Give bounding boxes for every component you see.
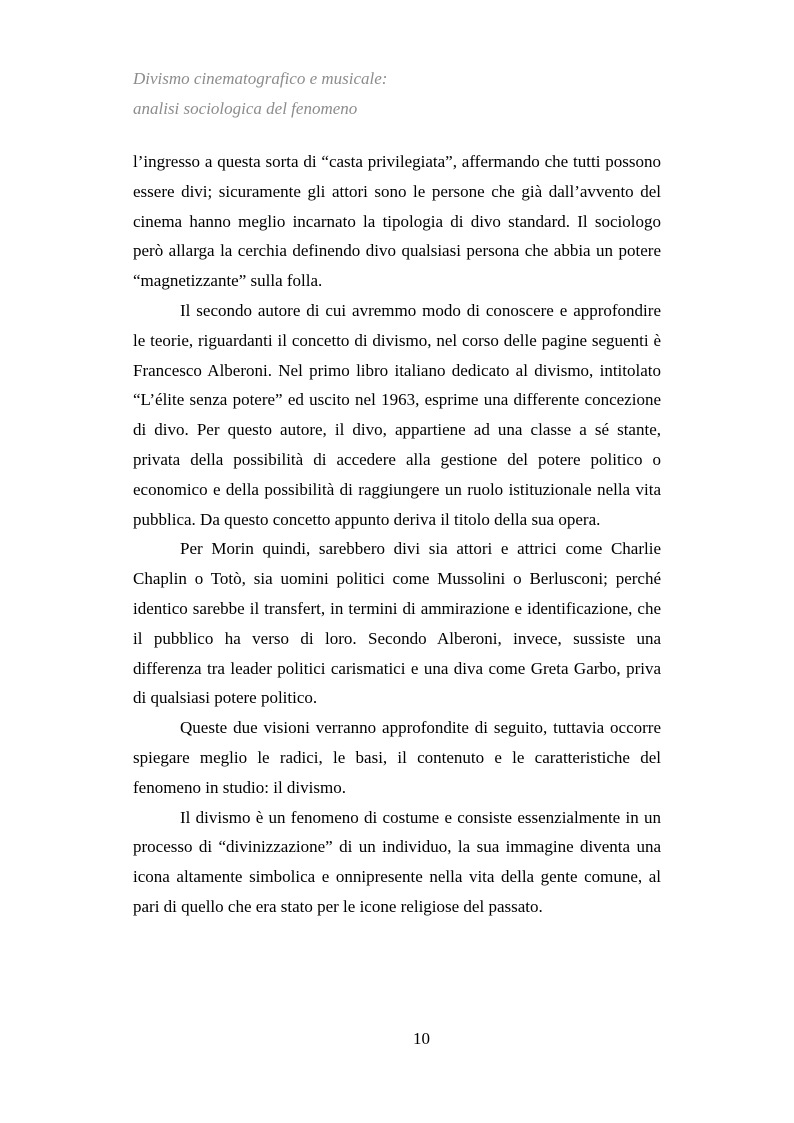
body-text: [133, 147, 661, 922]
paragraph-alberoni: Il secondo autore di cui avremmo modo di conoscere e approfondire le teorie, riguardanti il concetto di divismo, nel corso delle pagine seguenti è Francesco Alberoni. Nel primo libro italiano dedicato al divismo, intitolato “L’élite senza potere” ed uscito nel 1963, esprime una differente concezione di divo. Per questo autore, il divo, appartiene ad una classe a sé stante, privata della possibilità di accedere alla gestione del potere politico o economico e della possibilità di raggiungere un ruolo istituzionale nella vita pubblica. Da questo concetto appunto deriva il titolo della sua opera.: [133, 300, 661, 529]
paragraph-continuation: l’ingresso a questa sorta di “casta privilegiata”, affermando che tutti possono essere divi; sicuramente gli attori sono le persone che già dall’avvento del cinema hanno meglio incarnato la tipologia di divo standard. Il sociologo però allarga la cerchia definendo divo qualsiasi persona che abbia un potere “magnetizzante” sulla folla.: [133, 152, 661, 291]
paragraph-visions: Queste due visioni verranno approfondite di seguito, tuttavia occorre spiegare meglio le radici, le basi, il contenuto e le caratteristiche del fenomeno in studio: il divismo.: [133, 718, 661, 797]
paragraph-morin: Per Morin quindi, sarebbero divi sia attori e attrici come Charlie Chaplin o Totò, sia uomini politici come Mussolini o Berlusconi; perché identico sarebbe il transfert, in termini di ammirazione e identificazione, che il pubblico ha verso di loro. Secondo Alberoni, invece, sussiste una differenza tra leader politici carismatici e una diva come Greta Garbo, priva di qualsiasi potere politico.: [133, 539, 661, 708]
page-number: 10: [413, 1029, 430, 1048]
running-header: [133, 64, 387, 124]
paragraph-divismo-definition: Il divismo è un fenomeno di costume e consiste essenzialmente in un processo di “divinizzazione” di un individuo, la sua immagine diventa una icona altamente simbolica e onnipresente nella vita della gente comune, al pari di quello che era stato per le icone religiose del passato.: [133, 807, 661, 916]
running-header-line-1: Divismo cinematografico e musicale:: [133, 69, 388, 88]
running-header-line-2: analisi sociologica del fenomeno: [133, 99, 358, 118]
